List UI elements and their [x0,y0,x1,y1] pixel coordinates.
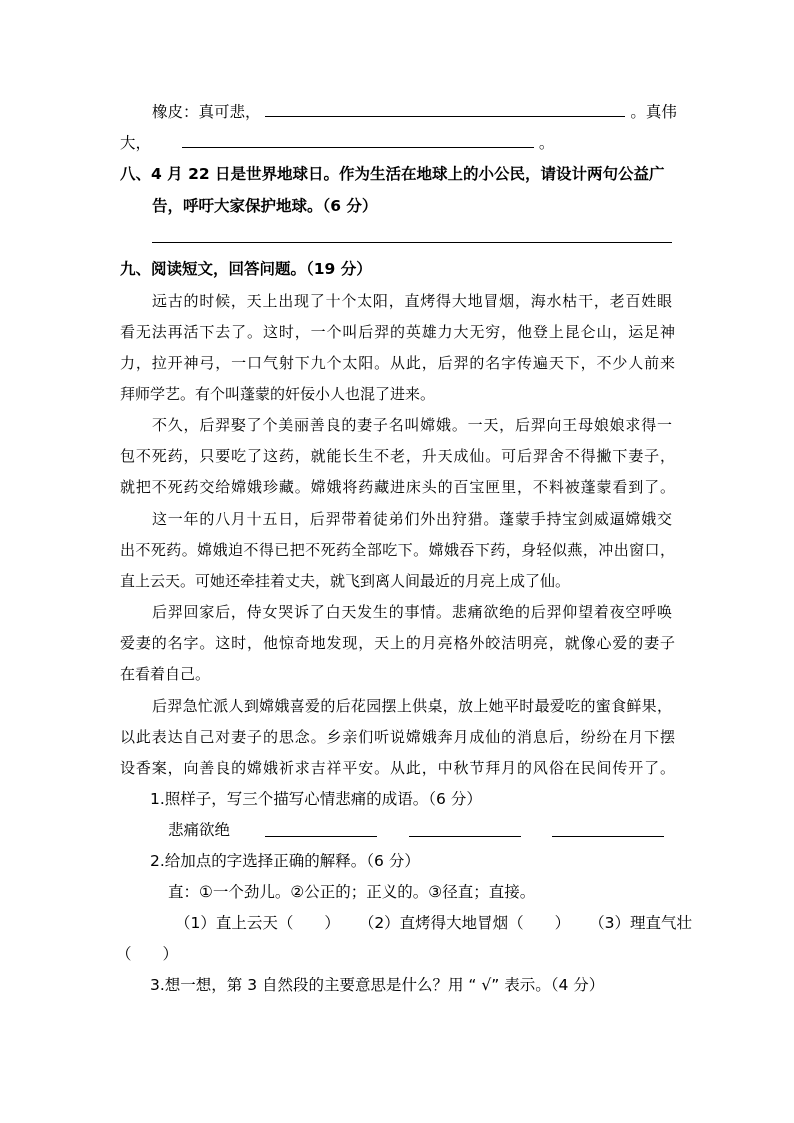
q7-answer-blank-2[interactable] [182,133,534,148]
passage-line: 设香案，向善良的嫦娥祈求吉祥平安。从此，中秋节拜月的风俗在民间传开了。 [120,759,675,777]
q7-line1 [152,102,677,122]
q7-line2-start: 大， [120,134,152,152]
passage-line: 远古的时候，天上出现了十个太阳，直烤得大地冒烟，海水枯干，老百姓眼 [152,292,672,310]
passage-line: 就把不死药交给嫦娥珍藏。嫦娥将药藏进床头的百宝匣里，不料被蓬蒙看到了。 [120,478,675,496]
passage-line: 后羿回家后，侍女哭诉了白天发生的事情。悲痛欲绝的后羿仰望着夜空呼唤 [152,603,672,621]
sub2-items [175,913,692,933]
q8-prompt-line2: 告，呼吁大家保护地球。（6 分） [152,197,378,215]
passage-line: 出不死药。嫦娥迫不得已把不死药全部吃下。嫦娥吞下药，身轻似燕，冲出窗口， [120,541,675,559]
passage-line: 力，拉开神弓，一口气射下九个太阳。从此，后羿的名字传遍天下，不少人前来 [120,354,675,372]
sub1-prompt: 1.照样子，写三个描写心情悲痛的成语。（6 分） [150,790,482,808]
q7-line1-start: 橡皮：真可悲， [152,103,261,121]
sub2-item1[interactable]: （1）直上云天（ ） [175,914,340,932]
q7-line2-end: 。 [538,134,555,152]
q7-line2 [120,133,675,153]
q7-line1-end: 。真伟 [630,103,677,121]
sub1-answer-blank-1[interactable] [265,836,377,837]
q8-prompt-line1: 八、4 月 22 日是世界地球日。作为生活在地球上的小公民，请设计两句公益广 [120,165,665,183]
sub1-answers-row [168,820,723,840]
passage-line: 不久，后羿娶了个美丽善良的妻子名叫嫦娥。一天，后羿向王母娘娘求得一 [152,416,672,434]
sub3-prompt: 3.想一想，第 3 自然段的主要意思是什么？用 “ √” 表示。（4 分） [150,976,605,994]
q9-title: 九、阅读短文，回答问题。（19 分） [120,260,372,278]
passage-line: 看无法再活下去了。这时，一个叫后羿的英雄力大无穷，他登上昆仑山，运足神 [120,323,675,341]
passage-line: 拜师学艺。有个叫蓬蒙的奸佞小人也混了进来。 [120,385,436,403]
sub2-item3-blank[interactable]: （ ） [116,945,179,963]
passage-line: 后羿急忙派人到嫦娥喜爱的后花园摆上供桌，放上她平时最爱吃的蜜食鲜果， [152,697,672,715]
sub2-item3: （3）理直气壮 [589,914,692,932]
sub2-prompt: 2.给加点的字选择正确的解释。（6 分） [150,852,420,870]
sub1-example: 悲痛欲绝 [168,821,231,839]
sub2-item2[interactable]: （2）直烤得大地冒烟（ ） [358,914,571,932]
passage-line: 包不死药，只要吃了这药，就能长生不老，升天成仙。可后羿舍不得撇下妻子， [120,447,675,465]
passage-line: 直上云天。可她还牵挂着丈夫，就飞到离人间最近的月亮上成了仙。 [120,572,571,590]
passage-line: 以此表达自己对妻子的思念。乡亲们听说嫦娥奔月成仙的消息后，纷纷在月下摆 [120,728,675,746]
sub2-options: 直：①一个劲儿。②公正的；正义的。③径直；直接。 [168,883,536,901]
passage-line: 这一年的八月十五日，后羿带着徒弟们外出狩猎。蓬蒙手持宝剑威逼嫦娥交 [152,510,672,528]
sub1-answer-blank-3[interactable] [552,836,664,837]
q8-answer-line[interactable] [152,242,672,243]
passage-line: 爱妻的名字。这时，他惊奇地发现，天上的月亮格外皎洁明亮，就像心爱的妻子 [120,634,675,652]
q7-answer-blank-1[interactable] [265,102,625,117]
passage-line: 在看着自己。 [120,665,211,683]
sub1-answer-blank-2[interactable] [409,836,521,837]
